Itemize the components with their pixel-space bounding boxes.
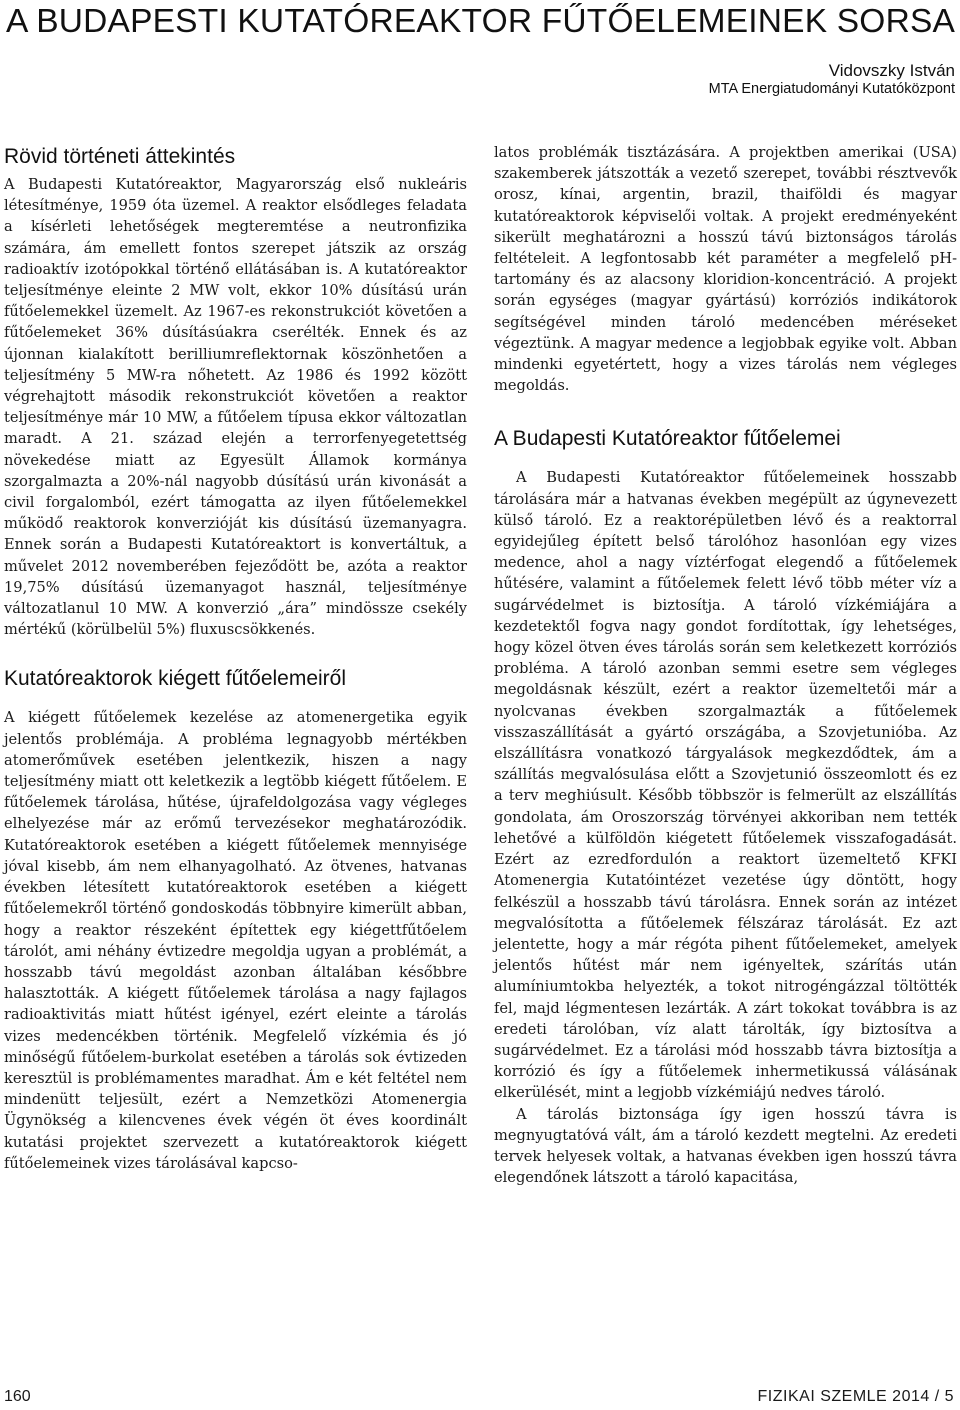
section-heading-spent-fuel: Kutatóreaktorok kiégett fűtőelemeiről (4, 667, 347, 691)
right-column (494, 142, 957, 1188)
left-column (4, 142, 467, 1174)
page-title: A BUDAPESTI KUTATÓREAKTOR FŰTŐELEMEINEK SORSA (6, 3, 956, 40)
journal-footer: FIZIKAI SZEMLE 2014 / 5 (757, 1388, 954, 1405)
page-number: 160 (4, 1388, 31, 1405)
paragraph-spent-fuel: A kiégett fűtőelemek kezelése az atomenergetika egyik jelentős problémája. A probléma legnagyobb mértékben atomerőművek esetében jelentkezik, hiszen a nagy teljesítmény miatt ott keletkezik a legtöbb kiégett fűtőelem. E fűtőelemek tárolása, hűtése, újrafeldolgozása vagy végleges elhelyezése már az erőmű tervezésekor meghatározódik. Kutatóreaktorok esetében a kiégett fűtőelemek mennyisége jóval kisebb, ám nem elhanyagolható. Az ötvenes, hatvanas években létesített kutatóreaktorok esetében a kiégett fűtőelemekről történő gondoskodás többnyire kimerült abban, hogy a reaktor részeként építettek egy kiégettfűtőelem tárolót, ami néhány évtizedre megoldja ugyan a problémát, a hosszabb távú megoldást azonban általában későbbre halasztották. A kiégett fűtőelemek tárolása a nagy fajlagos radioaktivitás miatt hűtést igényel, ezért eleinte a tárolás vizes medencékben történik. Megfelelő vízkémia és jó minőségű fűtőelem-burkolat esetében a tárolás sok évtizeden keresztül is problémamentes maradhat. Ám e két feltétel nem mindenütt teljesült, ezért a Nemzetközi Atomenergia Ügynökség a kilencvenes évek végén öt éves koordinált kutatási projektet szervezett a kutatóreaktorok kiégett fűtőelemeinek vizes tárolásával kapcso- (4, 709, 467, 1172)
author-affiliation: MTA Energiatudományi Kutatóközpont (708, 81, 955, 97)
paragraph-budapest-fuel-1: A Budapesti Kutatóreaktor fűtőelemeinek hosszabb tárolására már a hatvanas években megépült az úgynevezett külső tároló. Ez a reaktorépületben lévő és a reaktorral egyidejűleg épített belső tárolóhoz hasonlóan egy vizes medence, ahol a nagy víztérfogat elegendő a fűtőelemek hűtésére, valamint a fűtőelemek felett lévő több méter víz a sugárvédelmet is biztosítja. A tároló vízkémiájára a kezdetektől fogva nagy gondot fordítottak, így lehetséges, hogy közel ötven éves tárolás során sem keletkezett korróziós probléma. A tároló azonban semmi esetre sem végleges megoldásnak készült, ezért a reaktor üzemeltetői már a nyolcvanas években szorgalmazták a fűtőelemek visszaszállítását a gyártó országába, a Szovjetunióba. Az elszállításra vonatkozó tárgyalások megkezdődtek, ám a szállítás megvalósulása előtt a Szovjetunió összeomlott és ez a terv meghiúsult. Később többször is felmerült az elszállítás gondolata, ám Oroszország törvényei akkoriban nem tették lehetővé a külföldön kiégetett fűtőelemek visszafogadását. Ezért az ezredfordulón a reaktort üzemeltető KFKI Atomenergia Kutatóintézet vezetése úgy döntött, hogy felkészül a hosszabb távú tárolásra. Ennek során az intézet megvalósította a fűtőelemek félszáraz tárolását. Ez azt jelentette, hogy a már régóta pihent fűtőelemeket, amelyek jelentős hűtést már nem igényeltek, szárítás után alumíniumtokba helyezték, a tokot nitrogéngázzal töltötték fel, majd légmentesen lezárták. A zárt tokokat továbbra is az eredeti tárolóban, víz alatt tárolták, így biztosítva a sugárvédelmet. Ez a tárolási mód hosszabb távra biztosítja a korrózió és így a fűtőelemek inhermetikussá válásának elkerülését, mint a legjobb vízkémiájú nedves tároló. (494, 469, 957, 1102)
section-heading-history: Rövid történeti áttekintés (4, 145, 236, 168)
section-heading-budapest-fuel: A Budapesti Kutatóreaktor fűtőelemei (494, 427, 841, 451)
paragraph-budapest-fuel-2: A tárolás biztonsága így igen hosszú távra is megnyugtatóvá vált, ám a tároló kezdett megtelni. Az eredeti tervek helyesek voltak, a hatvanas években igen hosszú távra elegendőnek látszott a tároló kapacitása, (494, 1105, 957, 1187)
paragraph-spent-fuel-continued: latos problémák tisztázására. A projektben amerikai (USA) szakemberek játszották a vezető szerepet, további résztvevők orosz, kínai, argentin, brazil, thaiföldi és magyar kutatóreaktorok képviselői voltak. A projekt eredményeként sikerült meghatározni a hosszú távú biztonságos tárolás feltételeit. A legfontosabb két paraméter a megfelelő pH-tartomány és az alacsony kloridion-koncentráció. A projekt során egységes (magyar gyártású) korróziós indikátorok segítségével minden tároló medencében méréseket végeztünk. A magyar medence a legjobbak egyike volt. Abban mindenki egyetértett, hogy a vizes tárolás nem végleges megoldás. (494, 144, 957, 395)
author-name: Vidovszky István (828, 61, 955, 80)
paragraph-history: A Budapesti Kutatóreaktor, Magyarország első nukleáris létesítménye, 1959 óta üzemel. A reaktor elsődleges feladata a kísérleti lehetőségek megteremtése a neutronfizika számára, ám emellett fontos szerepet játszik az ország radioaktív izotópokkal történő ellátásában is. A kutatóreaktor teljesítménye eleinte 2 MW volt, ekkor 10% dúsítású urán fűtőelemekkel üzemelt. Az 1967-es rekonstrukciót követően a fűtőelemeket 36% dúsításúakra cserélték. Ennek és az újonnan kialakított berilliumreflektornak köszönhetően a teljesítmény 5 MW-ra nőhetett. Az 1986 és 1992 között végrehajtott második rekonstrukciót követően a reaktor teljesítménye már 10 MW, a fűtőelem típusa ekkor változatlan maradt. A 21. század elején a terrorfenyegetettség növekedése miatt az Egyesült Államok kormánya szorgalmazta a 20%-nál nagyobb dúsítású urán kivonását a civil forgalomból, ezért támogatta az ilyen fűtőelemekkel működő reaktorok konverzióját kis dúsítású üzemanyagra. Ennek során a Budapesti Kutatóreaktort is konvertáltuk, a művelet 2012 novemberében fejeződött be, azóta a reaktor 19,75% dúsítású üzemanyagot használ, teljesítménye változatlanul 10 MW. A konverzió „ára” mindössze csekély mértékű (körülbelül 5%) fluxuscsökkenés. (4, 176, 467, 639)
